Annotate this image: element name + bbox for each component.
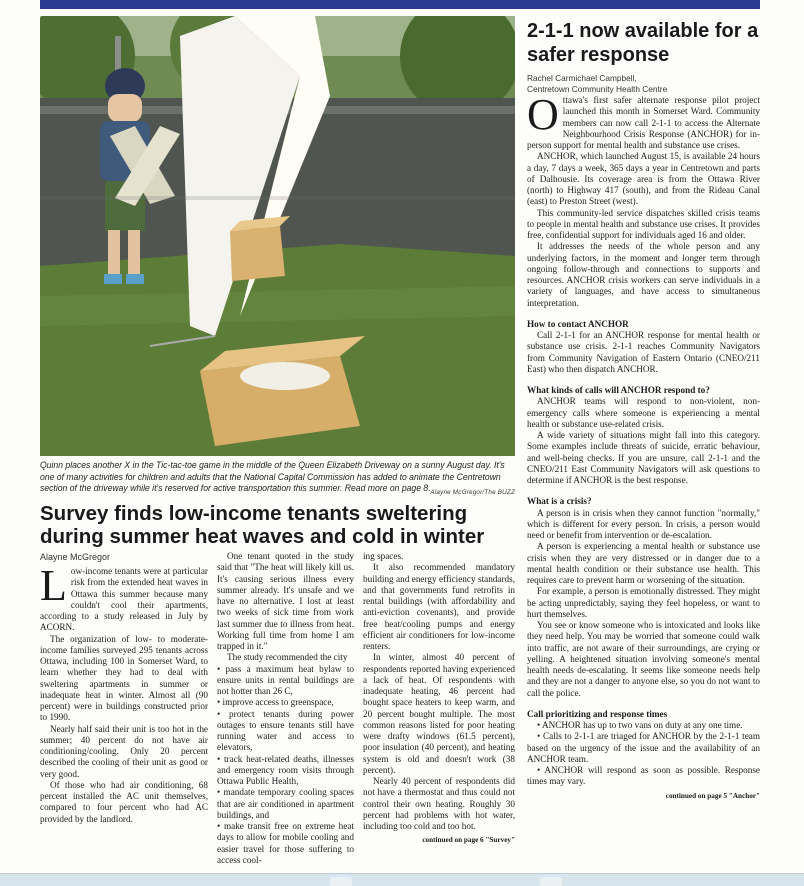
anchor-paragraph: A wide variety of situations might fall into this category. Some examples include threats of suicide, erratic behaviour, and well-being checks. If you are unsure, call 2-1-1 and the CNEO/211 East Community Navigators will ask questions to determine if ANCHOR is the best response.	[527, 430, 760, 485]
anchor-dropcap: O	[527, 90, 559, 139]
bottom-tab[interactable]	[330, 877, 352, 886]
anchor-author-affiliation: Centretown Community Health Centre	[527, 84, 668, 94]
anchor-bullet: • ANCHOR has up to two vans on duty at any one time.	[537, 720, 743, 730]
anchor-lead-text: ttawa's first safer alternate response pilot project launched this month in Somerset Ward. Community members can now call 2-1-1 to access the Alternate Neighbourhood Crisis Response (ANCHOR) for in-person support for mental health and substance use crises.	[527, 95, 760, 150]
masthead-strip	[40, 0, 760, 9]
anchor-subhead: How to contact ANCHOR	[527, 318, 629, 329]
survey-lead-text: ow-income tenants were at particular risk from the extended heat waves in Ottawa this summer because many couldn't cool their apartments, according to a study released in July by ACORN.	[40, 566, 208, 633]
anchor-subhead: What is a crisis?	[527, 496, 592, 507]
survey-headline: Survey finds low-income tenants sweltering during summer heat waves and cold in winter	[40, 502, 485, 548]
anchor-bullet: • Calls to 2-1-1 are triaged for ANCHOR by the 2-1-1 team based on the urgency of the issue and the availability of an ANCHOR team.	[527, 731, 760, 764]
anchor-subhead: What kinds of calls will ANCHOR respond to?	[527, 385, 710, 395]
anchor-column	[527, 90, 760, 802]
anchor-paragraph: ANCHOR, which launched August 15, is available 24 hours a day, 7 days a week, 365 days a year in Centretown and parts of Dalhousie. Its coverage area is from the Ottawa River (north) to Highway 417 (south), and from the Rideau Canal (east) to Preston Street (west).	[527, 151, 760, 207]
browser-bottom-strip	[0, 873, 804, 886]
photo-credit: Alayne McGregor/The BUZZ	[430, 489, 515, 496]
survey-paragraph: In winter, almost 40 percent of respondents reported having experienced a lack of heat. Of respondents with inadequate heating, 46 percent had bought space heaters to keep warm, and 20 percent bought multiple. The most common reasons listed for poor heating were drafty windows (61.5 percent), poor insulation (40 percent), and heating system is old and doesn't work (38 percent).	[363, 652, 515, 775]
survey-paragraph: One tenant quoted in the study said that "The heat will likely kill us. It's causing serious illness every summer already. It's unsafe and we have no alternative. I lost at least two weeks of sick time from work last summer due to illness from heat. Working full time from home I am trapped in it."	[217, 551, 354, 651]
anchor-author: Rachel Carmichael Campbell,	[527, 73, 637, 83]
recommendation-item: • mandate temporary cooling spaces that are air conditioned in apartment buildings, and	[217, 787, 354, 820]
anchor-paragraph: Call 2-1-1 for an ANCHOR response for mental health or substance use crisis. 2-1-1 reaches Community Navigators from Community Navigation of Eastern Ontario (CNEO/211 East) who then dispatch ANCHOR.	[527, 330, 760, 374]
anchor-byline	[527, 73, 767, 95]
survey-lead-paragraph	[40, 561, 208, 634]
anchor-subhead: Call prioritizing and response times	[527, 708, 668, 719]
anchor-continued-link[interactable]: continued on page 5 "Anchor"	[665, 791, 760, 800]
anchor-paragraph: It addresses the needs of the whole person and any underlying factors, in the moment and longer term through ongoing follow-through and connections to supports and resources. ANCHOR crisis workers can serve individuals in a variety of languages, and have access to simultaneous interpretation.	[527, 241, 760, 308]
anchor-lead-paragraph	[527, 90, 760, 151]
recommendation-item: • make transit free on extreme heat days to allow for mobile cooling and easier travel for those suffering to access cool-	[217, 821, 354, 865]
survey-paragraph: The organization of low- to moderate-income families surveyed 295 tenants across Ottawa, including 100 in Somerset Ward, to learn whether they had to deal with sweltering apartments in summer or inadequate heat in winter. Almost all (90 percent) were in buildings constructed prior to 1990.	[40, 633, 208, 723]
anchor-paragraph: A person is experiencing a mental health or substance use crisis when they are very distressed or in danger due to a mental health condition or their substance use health. This requires care to prevent harm or worsening of the situation.	[527, 541, 760, 585]
anchor-paragraph: This community-led service dispatches skilled crisis teams to people in mental health and substance use crises. It provides free, confidential support for individuals aged 16 and older.	[527, 207, 760, 240]
anchor-paragraph: A person is in crisis when they cannot function "normally," which is different for every person. In crisis, a person would need or benefit from intervention or de-escalation.	[527, 507, 760, 540]
survey-dropcap: L	[40, 561, 67, 610]
survey-column-3	[363, 551, 515, 847]
front-photo	[40, 16, 515, 456]
survey-paragraph: ing spaces.	[363, 551, 404, 561]
bottom-tab[interactable]	[540, 877, 562, 886]
survey-continued-link[interactable]: continued on page 6 "Survey"	[422, 836, 515, 845]
recommendation-item: • pass a maximum heat bylaw to ensure units in rental buildings are not hotter than 26 C,	[217, 663, 354, 696]
survey-column-2	[217, 551, 354, 866]
recommendation-item: • track heat-related deaths, illnesses and emergency room visits through Ottawa Public Health,	[217, 753, 354, 786]
survey-paragraph: Nearly half said their unit is too hot in the summer; 40 percent do not have air conditioning/cooling. Only 20 percent described the cooling of their unit as good or very good.	[40, 723, 208, 779]
survey-byline: Alayne McGregor	[40, 552, 111, 562]
anchor-paragraph: ANCHOR teams will respond to non-violent, non-emergency calls where someone is experiencing a mental health or substance use-related crisis.	[527, 396, 760, 429]
survey-paragraph: Nearly 40 percent of respondents did not have a thermostat and thus could not control their own heating. Roughly 30 percent had problems with hot water, including too cold and too hot.	[363, 776, 515, 831]
recommendation-item: • improve access to greenspace,	[217, 697, 334, 708]
survey-paragraph: Of those who had air conditioning, 68 percent installed the AC unit themselves, compared to four percent who had AC provided by the landlord.	[40, 779, 208, 824]
anchor-paragraph: You see or know someone who is intoxicated and looks like they need help. You may be worried that someone could walk into traffic, are not aware of their surroundings, are crying or yelling. A heightened situation involving someone's mental health needs de-escalating. It seems like someone needs help and they are not a danger to anyone else, so you do not want to call the police.	[527, 620, 760, 698]
anchor-paragraph: For example, a person is emotionally distressed. They might be acting unpredictably, saying they feel hopeless, or want to hurt themselves.	[527, 586, 760, 619]
anchor-bullet: • ANCHOR will respond as soon as possible. Response times may vary.	[527, 765, 760, 787]
anchor-headline: 2-1-1 now available for a safer response	[527, 20, 759, 66]
recommendation-item: • protect tenants during power outages to ensure tenants still have running water and access to elevators,	[217, 708, 354, 753]
photo-caption: Quinn places another X in the Tic-tac-toe game in the middle of the Queen Elizabeth Driveway on a sunny August day. It's one of many activities for children and adults that the National Capital Commission has added to animate the Centretown section of the driveway while it's reserved for active transportation this summer. Read more on page 8.	[40, 459, 505, 494]
survey-column-1	[40, 561, 208, 825]
survey-paragraph: It also recommended mandatory building and energy efficiency standards, and that governments fund retrofits in rental buildings (with affordability and anti-eviction covenants), and provide free heat/cooling pumps and energy efficient air conditioners for low-income renters.	[363, 562, 515, 651]
survey-paragraph: The study recommended the city	[227, 652, 348, 663]
